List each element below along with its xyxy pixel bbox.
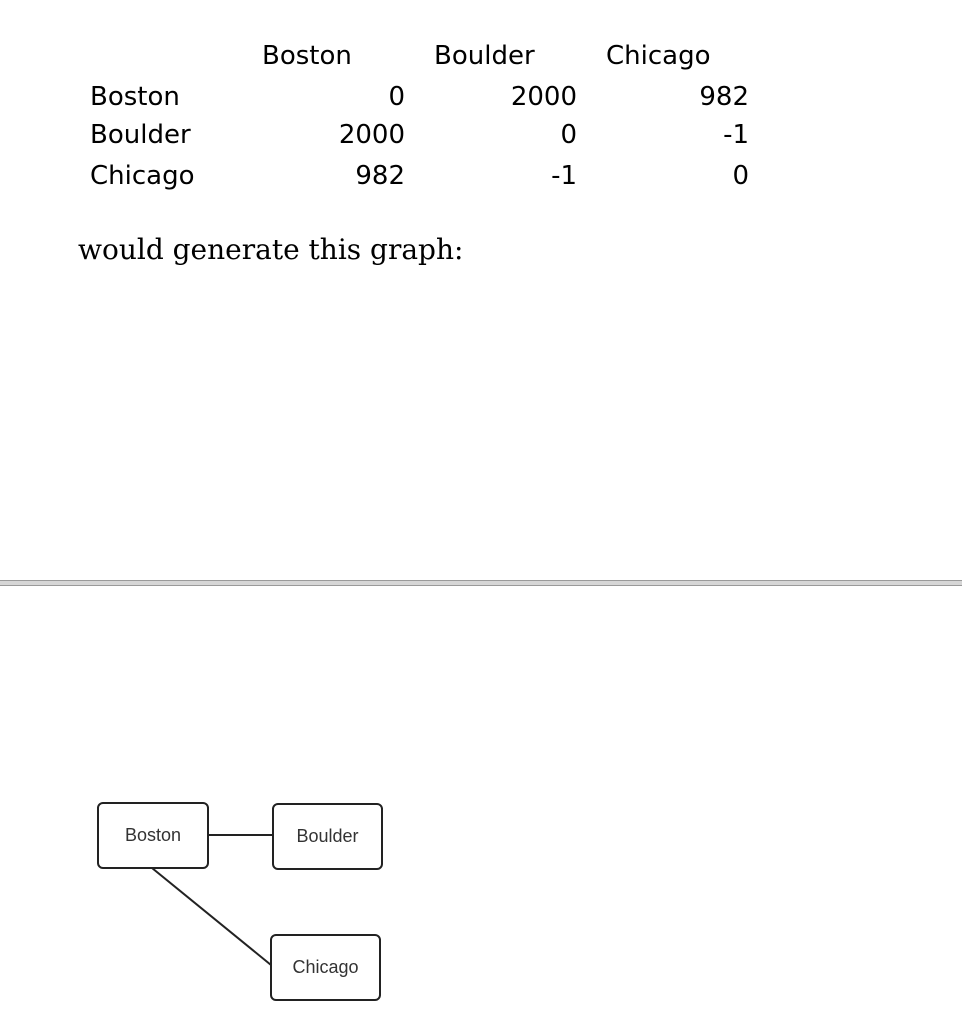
page-divider xyxy=(0,580,962,586)
matrix-cell: 982 xyxy=(699,82,749,112)
matrix-cell: 0 xyxy=(388,82,405,112)
graph-caption: would generate this graph: xyxy=(78,233,464,266)
graph-node-chicago: Chicago xyxy=(270,934,381,1001)
edge-boston-chicago xyxy=(152,868,271,965)
matrix-cell: 982 xyxy=(355,161,405,191)
column-header-chicago: Chicago xyxy=(606,41,711,71)
matrix-cell: 2000 xyxy=(338,120,405,150)
row-label-boston: Boston xyxy=(90,82,180,112)
graph-node-boulder: Boulder xyxy=(272,803,383,870)
row-label-chicago: Chicago xyxy=(90,161,195,191)
matrix-cell: 0 xyxy=(560,120,577,150)
matrix-cell: 2000 xyxy=(510,82,577,112)
column-header-boston: Boston xyxy=(262,41,352,71)
matrix-cell: -1 xyxy=(551,161,577,191)
graph-node-boston: Boston xyxy=(97,802,209,869)
distance-matrix xyxy=(0,0,962,200)
column-header-boulder: Boulder xyxy=(434,41,535,71)
matrix-cell: -1 xyxy=(723,120,749,150)
row-label-boulder: Boulder xyxy=(90,120,191,150)
matrix-cell: 0 xyxy=(732,161,749,191)
